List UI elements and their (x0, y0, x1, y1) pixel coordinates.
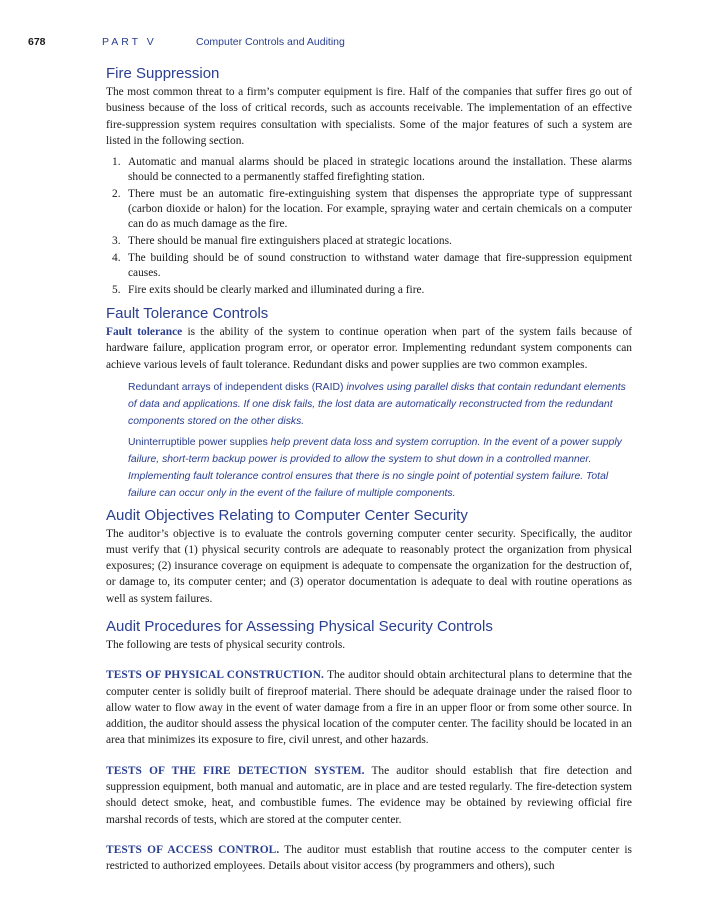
test-access-control: TESTS OF ACCESS CONTROL. The auditor must establish that routine access to the computer center is restricted to authorized employees. Details about visitor access (by programmers and others), such (106, 843, 632, 873)
audit-objectives-paragraph: The auditor’s objective is to evaluate the controls governing computer center security. Specifically, the auditor must verify that (1) physical security controls are adequate to reasonably protect the organization from physical exposures; (2) insurance coverage on equipment is adequate to compensate the organization for the destruction of, or damage to, its computer center; and (3) operator documentation is adequate to deal with routine operations as well as system failures. (106, 527, 632, 605)
audit-objectives-heading: Audit Objectives Relating to Computer Center Security (106, 506, 468, 524)
part-label: PART V (102, 36, 157, 48)
running-title: Computer Controls and Auditing (196, 36, 345, 48)
test-physical-construction: TESTS OF PHYSICAL CONSTRUCTION. The auditor should obtain architectural plans to determine that the computer center is solidly built of fireproof material. There should be adequate drainage under the raised floor to allow water to flow away in the event of water damage from a fire in an upper floor or from some other source. In addition, the auditor should assess the physical location of the computer center. The facility should be located in an area that minimizes its exposure to fire, civil unrest, and other hazards. (106, 669, 632, 747)
list-item: 1. Automatic and manual alarms should be placed in strategic locations around the installation. These alarms should be connected to a permanently staffed firefighting station. (112, 156, 632, 184)
fire-features-list (106, 155, 632, 298)
list-item: 3. There should be manual fire extinguishers placed at strategic locations. (112, 235, 452, 248)
audit-procedures-intro: The following are tests of physical security controls. (106, 638, 346, 651)
definition-ups: Uninterruptible power supplies help prevent data loss and system corruption. In the event of a power supply failure, short-term backup power is provided to allow the system to shut down in a controlled manner. Implementing fault tolerance control ensures that there is no single point of potential system failure. Total failure can occur only in the event of the failure of multiple components. (128, 436, 622, 500)
test-fire-detection: TESTS OF THE FIRE DETECTION SYSTEM. The auditor should establish that fire detection and suppression equipment, both manual and automatic, are in place and are tested regularly. The fire-detection system should detect smoke, heat, and combustible fumes. The evidence may be obtained by reviewing official fire marshal records of tests, which are stored at the computer center. (106, 764, 632, 826)
audit-procedures-heading: Audit Procedures for Assessing Physical Security Controls (106, 617, 493, 635)
fault-tolerance-term: Fault tolerance (106, 326, 183, 339)
fault-tolerance-paragraph: Fault tolerance is the ability of the system to continue operation when part of the system fails because of hardware failure, application program error, or operator error. Implementing redundant system components can achieve various levels of fault tolerance. Redundant disks and power supplies are two common examples. (106, 326, 633, 371)
list-item: 5. Fire exits should be clearly marked and illuminated during a fire. (112, 284, 425, 297)
fault-tolerance-heading: Fault Tolerance Controls (106, 305, 269, 323)
page-body (106, 64, 632, 875)
running-header (28, 36, 668, 52)
list-item: 4. The building should be of sound construction to withstand water damage that fire-suppression equipment causes. (112, 252, 632, 280)
list-item: 2. There must be an automatic fire-extinguishing system that dispenses the appropriate type of suppressant (carbon dioxide or halon) for the location. For example, spraying water and certain chemicals on a computer can do as much damage as the fire. (112, 188, 632, 231)
definition-raid: Redundant arrays of independent disks (RAID) involves using parallel disks that contain redundant elements of data and applications. If one disk fails, the lost data are automatically reconstructed from the redundant components stored on the other disks. (128, 382, 626, 428)
fire-intro-paragraph: The most common threat to a firm’s computer equipment is fire. Half of the companies that suffer fires go out of business because of the loss of critical records, such as accounts receivable. The implementation of an effective fire-suppression system requires consultation with specialists. Some of the major features of such a system are listed in the following section. (106, 86, 632, 147)
page-number: 678 (28, 36, 46, 48)
fault-tolerance-definitions (128, 379, 632, 502)
fire-suppression-heading: Fire Suppression (106, 65, 220, 82)
